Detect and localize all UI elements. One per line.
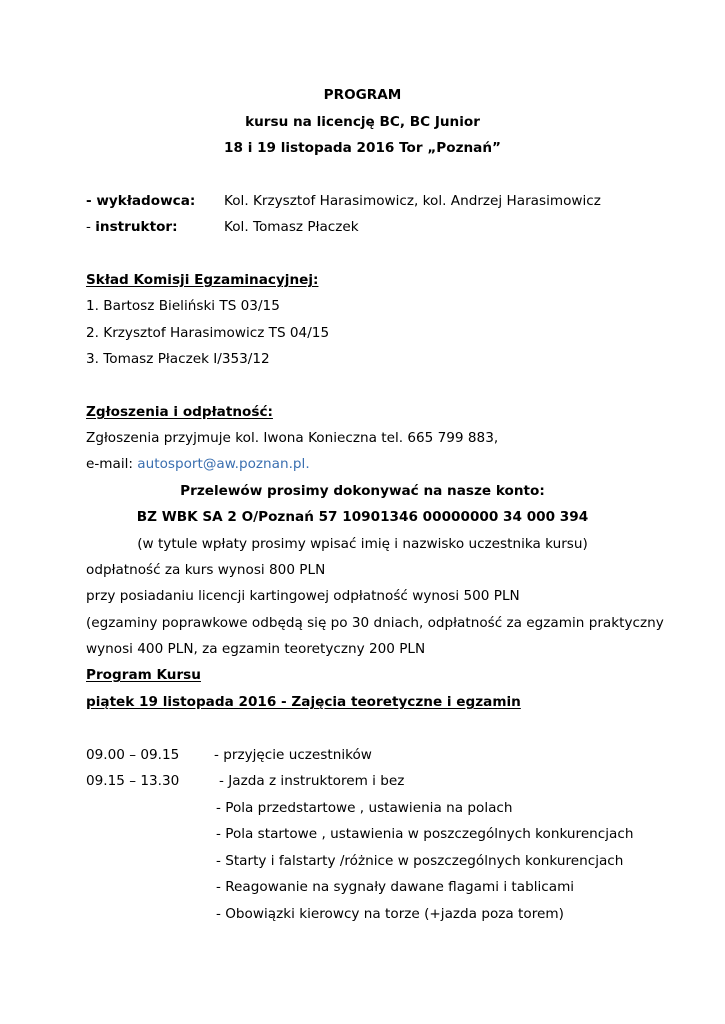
- schedule-subitem: - Obowiązki kierowcy na torze (+jazda poza torem): [216, 906, 564, 922]
- schedule-subitem: - Pola startowe , ustawienia w poszczególnych konkurencjach: [216, 826, 634, 842]
- fee-course: odpłatność za kurs wynosi 800 PLN: [86, 562, 326, 578]
- schedule-time: 09.15 – 13.30: [86, 773, 180, 789]
- doc-title: PROGRAM: [323, 87, 402, 103]
- bank-account: BZ WBK SA 2 O/Poznań 57 10901346 00000000 34 000 394: [136, 509, 589, 525]
- instructor-label: instruktor:: [95, 219, 178, 235]
- doc-date-place: 18 i 19 listopada 2016 Tor „Poznań”: [224, 140, 501, 156]
- instructor-value: Kol. Tomasz Płaczek: [224, 219, 359, 235]
- day-heading: piątek 19 listopada 2016 - Zajęcia teoretyczne i egzamin: [86, 694, 521, 710]
- fee-karting-license: przy posiadaniu licencji kartingowej odpłatność wynosi 500 PLN: [86, 588, 520, 604]
- email-link[interactable]: autosport@aw.poznan.pl.: [137, 456, 310, 472]
- email-row: [86, 458, 310, 472]
- applications-heading: Zgłoszenia i odpłatność:: [86, 404, 273, 420]
- commission-member: 2. Krzysztof Harasimowicz TS 04/15: [86, 325, 330, 341]
- lecturer-row: [86, 195, 646, 209]
- applications-contact: Zgłoszenia przyjmuje kol. Iwona Konieczna tel. 665 799 883,: [86, 430, 499, 446]
- instructor-label-prefix: -: [86, 219, 96, 235]
- schedule-subitem: - Starty i falstarty /różnice w poszczególnych konkurencjach: [216, 853, 624, 869]
- transfer-heading: Przelewów prosimy dokonywać na nasze konto:: [180, 483, 545, 499]
- lecturer-value: Kol. Krzysztof Harasimowicz, kol. Andrzej Harasimowicz: [224, 193, 601, 209]
- fee-retake-line1: (egzaminy poprawkowe odbędą się po 30 dniach, odpłatność za egzamin praktyczny: [86, 615, 664, 631]
- doc-subtitle: kursu na licencję BC, BC Junior: [245, 114, 480, 130]
- transfer-note: (w tytule wpłaty prosimy wpisać imię i nazwisko uczestnika kursu): [137, 536, 588, 552]
- commission-member: 1. Bartosz Bieliński TS 03/15: [86, 298, 280, 314]
- schedule-item: - Jazda z instruktorem i bez: [219, 773, 405, 789]
- schedule-item: - przyjęcie uczestników: [214, 747, 372, 763]
- program-heading: Program Kursu: [86, 667, 201, 683]
- fee-retake-line2: wynosi 400 PLN, za egzamin teoretyczny 200 PLN: [86, 641, 426, 657]
- lecturer-label: - wykładowca:: [86, 193, 196, 209]
- commission-heading: Skład Komisji Egzaminacyjnej:: [86, 272, 319, 288]
- schedule-subitem: - Reagowanie na sygnały dawane flagami i tablicami: [216, 879, 575, 895]
- instructor-row: [86, 221, 646, 235]
- email-label: e-mail:: [86, 456, 138, 472]
- schedule-time: 09.00 – 09.15: [86, 747, 180, 763]
- schedule-subitem: - Pola przedstartowe , ustawienia na polach: [216, 800, 513, 816]
- commission-member: 3. Tomasz Płaczek I/353/12: [86, 351, 270, 367]
